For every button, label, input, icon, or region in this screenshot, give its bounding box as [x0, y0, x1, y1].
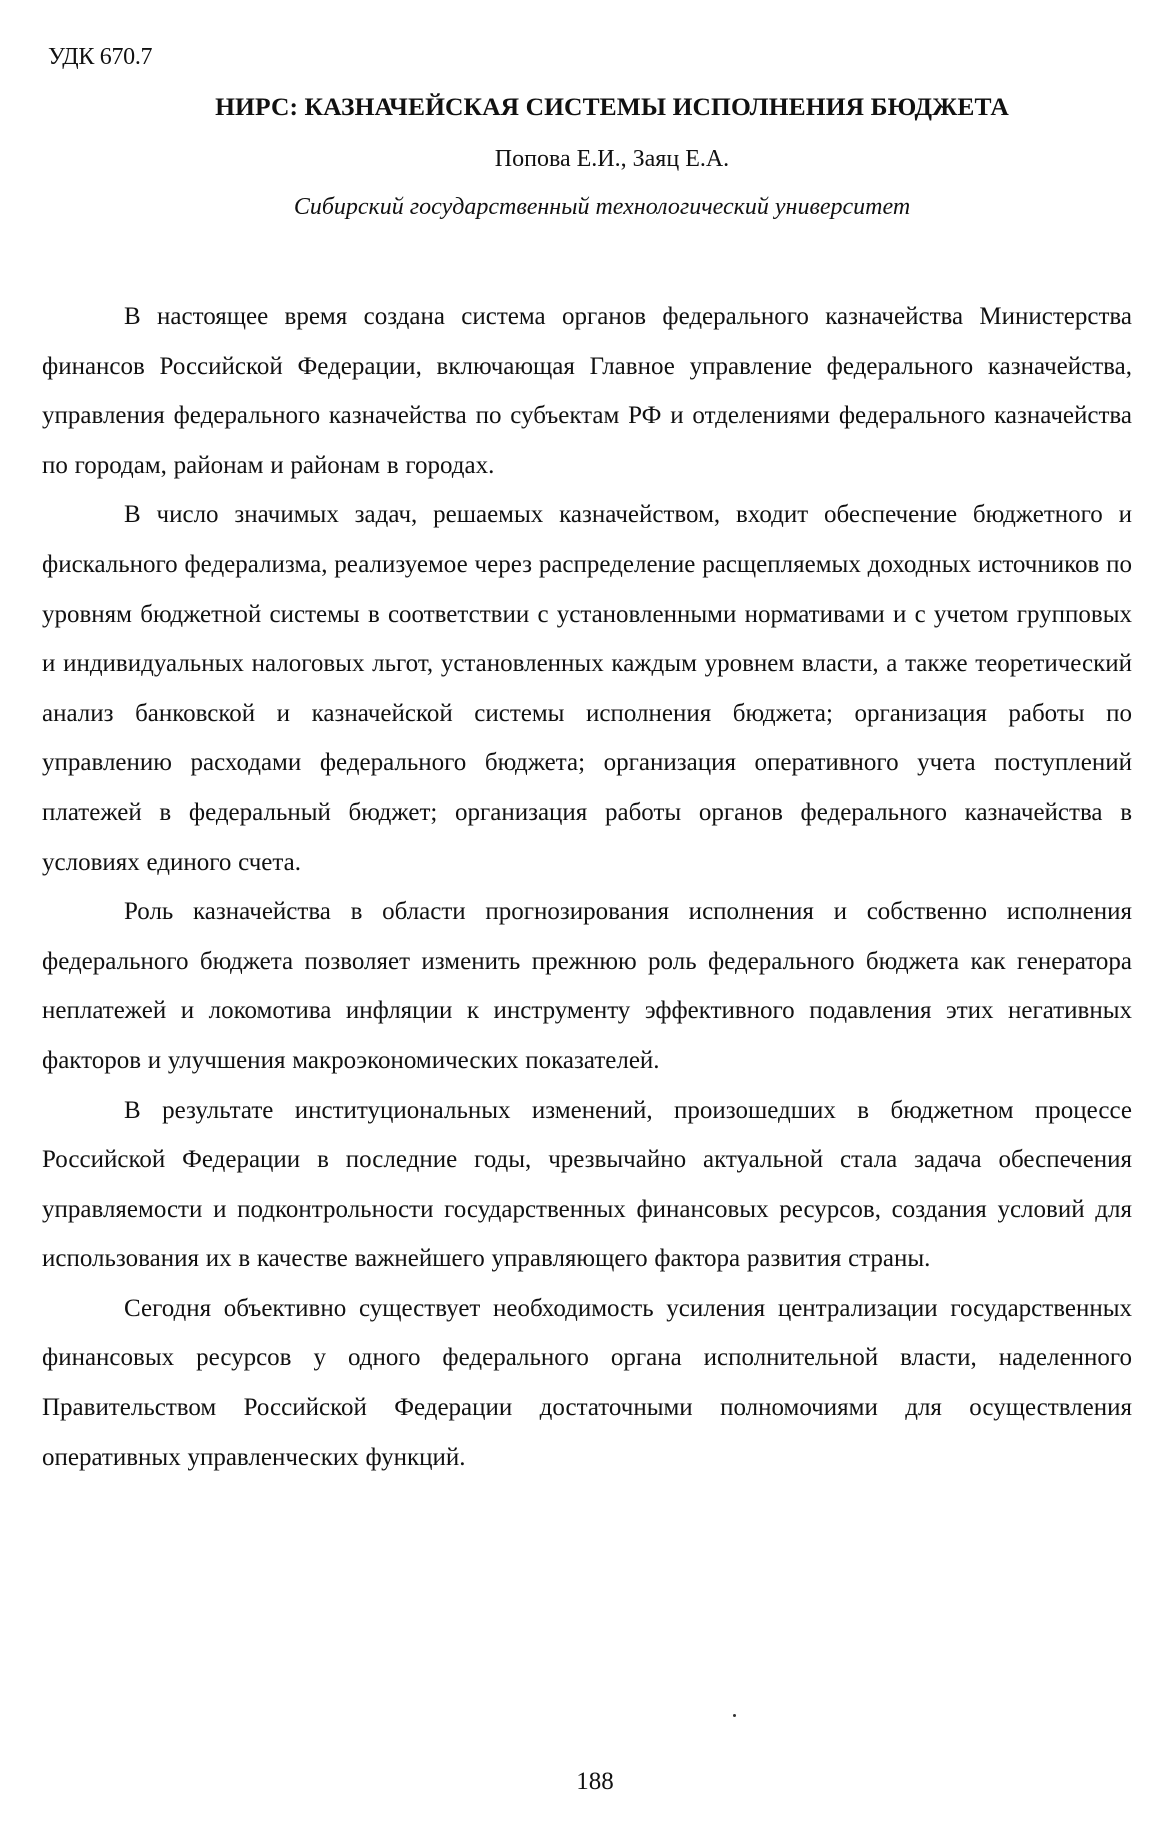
article-body	[42, 292, 1132, 1482]
author-affiliation: Сибирский государственный технологический университет	[293, 194, 911, 220]
paragraph-4: В результате институциональных изменений, произошедших в бюджетном процессе Российской Федерации в последние годы, чрезвычайно актуальной стала задача обеспечения управляемости и подконтрольности государственных финансовых ресурсов, создания условий для использования их в качестве важнейшего управляющего фактора развития страны.	[42, 1096, 1132, 1273]
paragraph-2: В число значимых задач, решаемых казначейством, входит обеспечение бюджетного и фискального федерализма, реализуемое через распределение расщепляемых доходных источников по уровням бюджетной системы в соответствии с установленными нормативами и с учетом групповых и индивидуальных налоговых льгот, установленных каждым уровнем власти, а также теоретический анализ банковской и казначейской системы исполнения бюджета; организация работы по управлению расходами федерального бюджета; организация оперативного учета поступлений платежей в федеральный бюджет; организация работы органов федерального казначейства в условиях единого счета.	[42, 501, 1132, 876]
page-number: 188	[576, 1768, 614, 1795]
paragraph-3: Роль казначейства в области прогнозирования исполнения и собственно исполнения федерального бюджета позволяет изменить прежнюю роль федерального бюджета как генератора неплатежей и локомотива инфляции к инструменту эффективного подавления этих негативных факторов и улучшения макроэкономических показателей.	[42, 898, 1132, 1074]
scan-speck	[733, 1714, 736, 1717]
udc-code: УДК 670.7	[48, 44, 153, 70]
paragraph-5: Сегодня объективно существует необходимость усиления централизации государственных финансовых ресурсов у одного федерального органа исполнительной власти, наделенного Правительством Российской Федерации достаточными полномочиями для осуществления оперативных управленческих функций.	[42, 1294, 1132, 1471]
article-title: НИРС: КАЗНАЧЕЙСКАЯ СИСТЕМЫ ИСПОЛНЕНИЯ БЮДЖЕТА	[215, 92, 1009, 121]
article-authors: Попова Е.И., Заяц Е.А.	[494, 146, 730, 172]
paragraph-1: В настоящее время создана система органов федерального казначейства Министерства финансов Российской Федерации, включающая Главное управление федерального казначейства, управления федерального казначейства по субъектам РФ и отделениями федерального казначейства по городам, районам и районам в городах.	[42, 303, 1132, 479]
